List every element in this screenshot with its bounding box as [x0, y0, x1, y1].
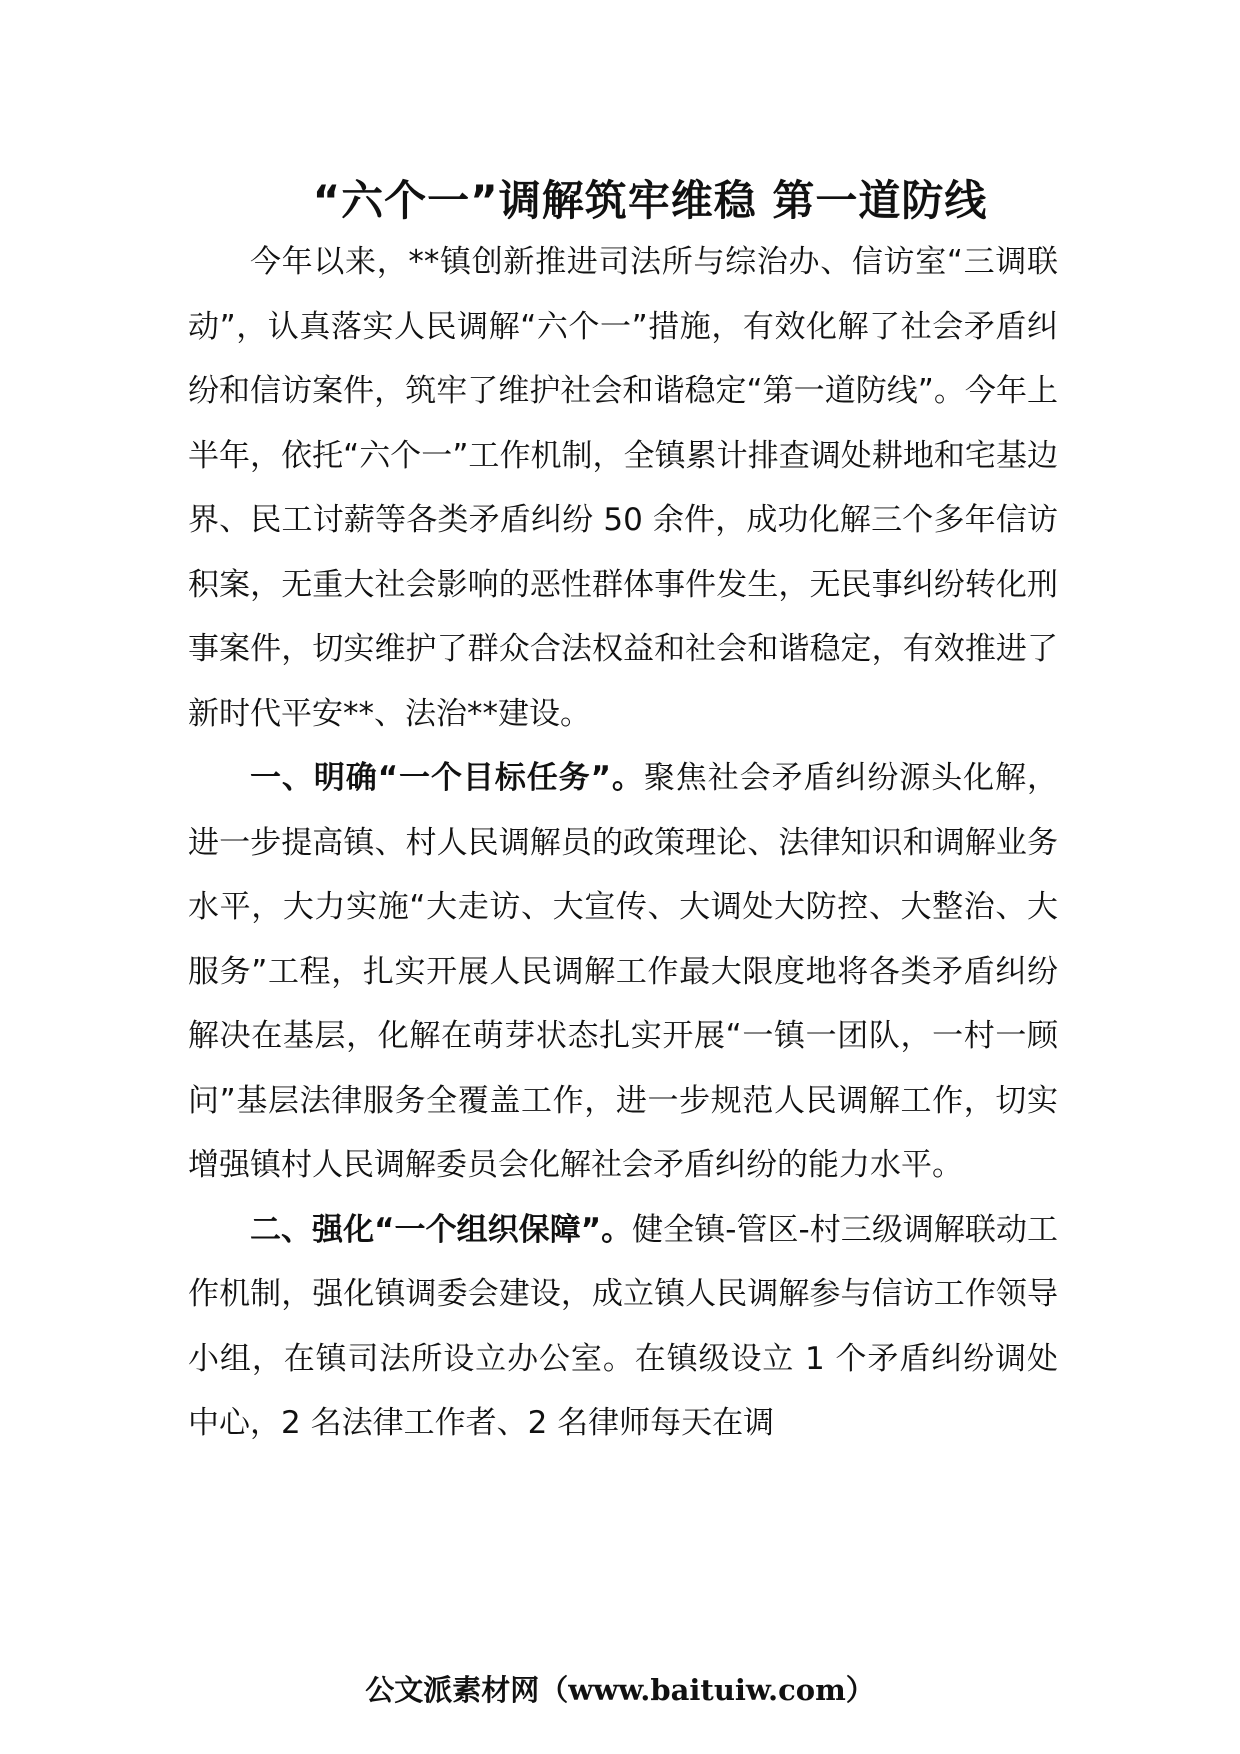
intro-paragraph	[188, 230, 1058, 746]
section-one-paragraph	[188, 746, 1058, 1198]
section-one-heading: 一、明确“一个目标任务”。	[250, 760, 644, 796]
document-title: “六个一”调解筑牢维稳 第一道防线	[312, 176, 988, 225]
footer-site-name: 公文派素材网	[365, 1673, 540, 1707]
section-one-text: 聚焦社会矛盾纠纷源头化解，进一步提高镇、村人民调解员的政策理论、法律知识和调解业务水平，大力实施“大走访、大宣传、大调处大防控、大整治、大服务”工程，扎实开展人民调解工作最大限度地将各类矛盾纠纷解决在基层，化解在萌芽状态扎实开展“一镇一团队，一村一顾问”基层法律服务全覆盖工作，进一步规范人民调解工作，切实增强镇村人民调解委员会化解社会矛盾纠纷的能力水平。	[188, 760, 1059, 1183]
section-two-heading: 二、强化“一个组织保障”。	[250, 1211, 633, 1248]
intro-paragraph-text: 今年以来，**镇创新推进司法所与综治办、信访室“三调联动”，认真落实人民调解“六个一”措施，有效化解了社会矛盾纠纷和信访案件，筑牢了维护社会和谐稳定“第一道防线”。今年上半年，依托“六个一”工作机制，全镇累计排查调处耕地和宅基边界、民工讨薪等各类矛盾纠纷 50 余件，成功化解三个多年信访积案，无重大社会影响的恶性群体事件发生，无民事纠纷转化刑事案件，切实维护了群众合法权益和社会和谐稳定，有效推进了新时代平安**、法治**建设。	[188, 244, 1058, 732]
footer-url: （www.baituiw.com）	[539, 1673, 875, 1707]
section-two-text: 健全镇-管区-村三级调解联动工作机制，强化镇调委会建设，成立镇人民调解参与信访工作领导小组，在镇司法所设立办公室。在镇级设立 1 个矛盾纠纷调处中心，2 名法律工作者、2 名律师每天在调	[188, 1211, 1058, 1441]
document-body	[188, 230, 1058, 1456]
section-two-paragraph	[188, 1198, 1058, 1456]
footer-watermark	[0, 1668, 1240, 1709]
